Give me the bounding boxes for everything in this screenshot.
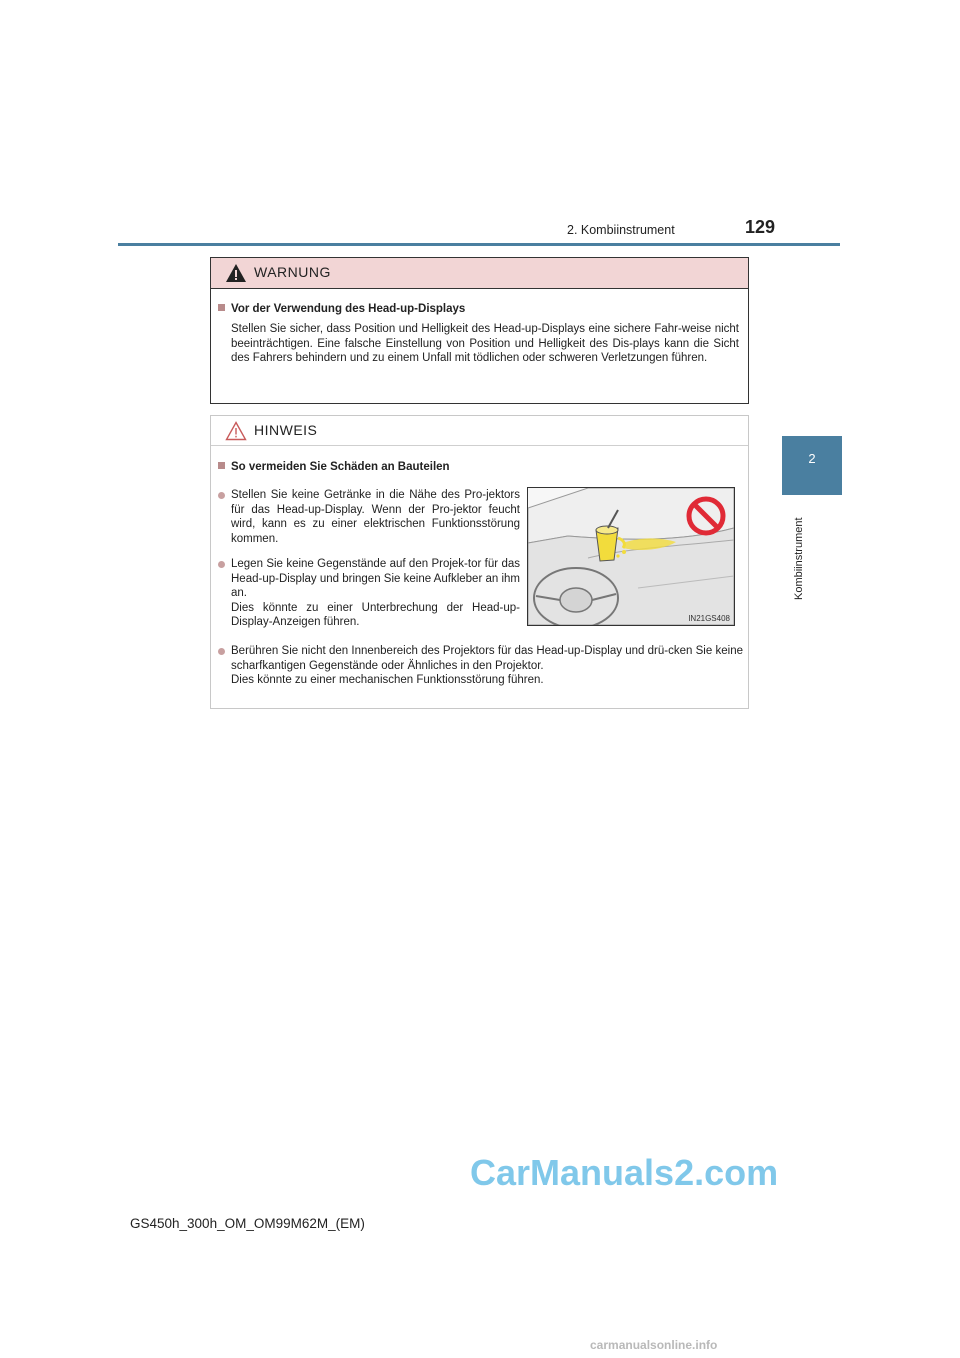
list-item: Legen Sie keine Gegenstände auf den Projek-tor für das Head-up-Display und bringen Sie keine Aufkleber an ihm an. Dies könnte zu einer Unterbrechung der Head-up-Display-Anzeigen führen. bbox=[218, 557, 520, 630]
header-rule bbox=[118, 243, 840, 246]
warning-heading: WARNUNG bbox=[254, 264, 331, 280]
watermark-url: carmanualsonline.info bbox=[590, 1338, 718, 1352]
warning-body: Stellen Sie sicher, dass Position und Helligkeit des Head-up-Displays eine sichere Fahr-weise nicht beeinträchtigen. Eine falsche Einstellung von Position und Helligkeit des Dis-plays kann die Sicht des Fahrers behindern und zu einem Unfall mit tödlichen oder schweren Verletzungen führen. bbox=[231, 323, 739, 364]
notice-heading: HINWEIS bbox=[254, 422, 318, 438]
chapter-number: 2 bbox=[808, 451, 816, 466]
caution-triangle-icon bbox=[225, 421, 247, 441]
warning-box bbox=[210, 257, 749, 404]
watermark-logo: CarManuals2.com bbox=[470, 1152, 779, 1193]
warning-header bbox=[211, 258, 748, 289]
warning-subtitle: Vor der Verwendung des Head-up-Displays bbox=[218, 303, 465, 315]
notice-box bbox=[210, 415, 749, 709]
page-number: 129 bbox=[745, 217, 776, 237]
figure-code: IN21GS408 bbox=[688, 614, 730, 623]
square-bullet-icon bbox=[218, 462, 225, 469]
bullet-dot-icon bbox=[218, 492, 225, 499]
chapter-tab bbox=[782, 436, 842, 495]
chapter-label: Kombiinstrument bbox=[793, 517, 805, 600]
list-item: Stellen Sie keine Getränke in die Nähe des Pro-jektors für das Head-up-Display. Wenn der Pro-jektor feucht wird, kann es zu einer elektrischen Funktionsstörung kommen. bbox=[218, 488, 520, 546]
notice-header bbox=[211, 416, 748, 446]
dashboard-illustration bbox=[527, 487, 735, 626]
prohibition-icon bbox=[686, 496, 726, 536]
warning-triangle-icon bbox=[225, 263, 247, 283]
section-title: 2. Kombiinstrument bbox=[567, 223, 675, 237]
document-code: GS450h_300h_OM_OM99M62M_(EM) bbox=[130, 1216, 365, 1231]
list-item: Berühren Sie nicht den Innenbereich des Projektors für das Head-up-Display und drü-cken Sie keine scharfkantigen Gegenstände oder Ähnliches in den Projektor. Dies könnte zu einer mechanischen Funktionsstörung führen. bbox=[218, 644, 743, 688]
bullet-dot-icon bbox=[218, 648, 225, 655]
notice-subtitle: So vermeiden Sie Schäden an Bauteilen bbox=[218, 461, 450, 473]
bullet-dot-icon bbox=[218, 561, 225, 568]
square-bullet-icon bbox=[218, 304, 225, 311]
